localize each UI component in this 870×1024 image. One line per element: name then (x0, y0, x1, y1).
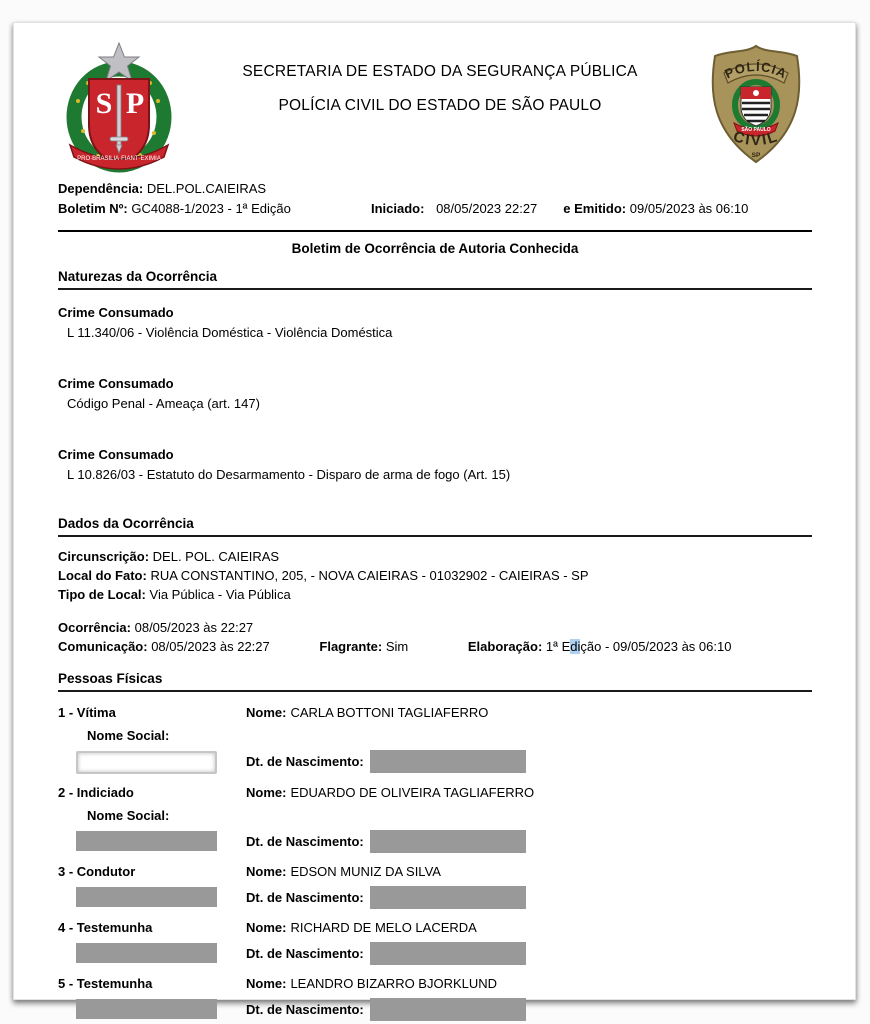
person-name-row (246, 703, 812, 723)
document-header (58, 41, 812, 175)
section-naturezas (58, 269, 812, 485)
person-name-row (246, 918, 812, 938)
person-left-column (58, 783, 246, 853)
person-right-column (246, 918, 812, 965)
person-right-column (246, 974, 812, 1021)
person-left-column (58, 918, 246, 965)
dt-nascimento-label: Dt. de Nascimento: (246, 945, 364, 961)
person-role: 2 - Indiciado (58, 785, 134, 800)
circunscricao-value: DEL. POL. CAIEIRAS (152, 549, 280, 564)
header-titles (180, 41, 700, 115)
person-left-column (58, 974, 246, 1021)
nome-social-label: Nome Social: (87, 728, 170, 743)
person-name: EDSON MUNIZ DA SILVA (290, 864, 441, 879)
crime-description: Código Penal - Ameaça (art. 147) (67, 396, 260, 411)
person-role: 4 - Testemunha (58, 920, 153, 935)
redaction-box (76, 887, 217, 907)
crime-item (58, 445, 812, 485)
redaction-box (76, 999, 217, 1019)
person-entry (58, 974, 812, 1021)
crime-item (58, 374, 812, 414)
dependencia-row (58, 179, 812, 199)
local-row (58, 566, 812, 585)
emitido-label: e Emitido: (563, 201, 627, 216)
boletim-row (58, 199, 812, 219)
dados-title: Dados da Ocorrência (58, 516, 812, 537)
dt-nascimento-label: Dt. de Nascimento: (246, 1001, 364, 1017)
person-left-column (58, 703, 246, 774)
ocorrencia-label: Ocorrência: (58, 620, 131, 635)
birthdate-row (246, 749, 812, 773)
tipo-row (58, 585, 812, 604)
nome-label: Nome: (246, 864, 287, 879)
person-entry (58, 783, 812, 853)
ocorrencia-value: 08/05/2023 às 22:27 (134, 620, 254, 635)
crime-type: Crime Consumado (58, 376, 174, 391)
person-name: EDUARDO DE OLIVEIRA TAGLIAFERRO (290, 785, 535, 800)
person-left-column (58, 862, 246, 909)
crime-description: L 10.826/03 - Estatuto do Desarmamento - Disparo de arma de fogo (Art. 15) (67, 467, 511, 482)
elaboracao-group (468, 639, 732, 654)
dt-nascimento-label: Dt. de Nascimento: (246, 889, 364, 905)
boletim-value: GC4088-1/2023 - 1ª Edição (131, 201, 291, 216)
redaction-box (76, 831, 217, 851)
pessoas-list (58, 703, 812, 1021)
document-title: Boletim de Ocorrência de Autoria Conhecida (291, 241, 579, 256)
comunicacao-value: 08/05/2023 às 22:27 (151, 639, 270, 654)
nome-label: Nome: (246, 976, 287, 991)
redaction-box (76, 751, 217, 774)
flagrante-label: Flagrante: (319, 639, 383, 654)
section-pessoas (58, 671, 812, 1021)
emitido-value: 09/05/2023 às 06:10 (629, 201, 749, 216)
nome-label: Nome: (246, 920, 287, 935)
dependencia-label: Dependência: (58, 181, 144, 196)
birthdate-row (246, 829, 812, 853)
elaboracao-label: Elaboração: (467, 639, 543, 654)
text-selection-highlight: di (570, 639, 581, 654)
tipo-label: Tipo de Local: (58, 587, 146, 602)
spacer (246, 723, 812, 746)
svg-text:CIVIL: CIVIL (731, 128, 781, 150)
redaction-box (370, 750, 526, 773)
flagrante-value: Sim (385, 639, 409, 654)
birthdate-row (246, 885, 812, 909)
badge-center-text: SÃO PAULO (741, 127, 771, 133)
person-name: CARLA BOTTONI TAGLIAFERRO (290, 705, 489, 720)
person-name: LEANDRO BIZARRO BJORKLUND (290, 976, 498, 991)
redaction-box (370, 998, 526, 1021)
person-entry (58, 703, 812, 774)
naturezas-title: Naturezas da Ocorrência (58, 269, 812, 290)
person-name-row (246, 862, 812, 882)
person-name-row (246, 974, 812, 994)
local-label: Local do Fato: (58, 568, 147, 583)
person-right-column (246, 862, 812, 909)
redaction-box (370, 886, 526, 909)
crime-item (58, 303, 812, 343)
svg-text:P: P (125, 87, 145, 120)
person-entry (58, 918, 812, 965)
birthdate-row (246, 941, 812, 965)
org-title-line1: SECRETARIA DE ESTADO DA SEGURANÇA PÚBLICA (242, 63, 638, 80)
person-name-row (246, 783, 812, 803)
svg-text:POLÍCIA: POLÍCIA (722, 58, 790, 82)
document-page (13, 22, 856, 1017)
badge-sp-text: SP (751, 152, 761, 159)
dt-nascimento-label: Dt. de Nascimento: (246, 753, 364, 769)
crime-description: L 11.340/06 - Violência Doméstica - Violência Doméstica (67, 325, 393, 340)
motto-text: PRO·BRASILIA·FIANT·EXIMIA (77, 156, 161, 162)
section-dados (58, 516, 812, 656)
circunscricao-label: Circunscrição: (58, 549, 150, 564)
person-role: 1 - Vítima (58, 705, 116, 720)
iniciado-value: 08/05/2023 22:27 (436, 201, 538, 216)
redaction-box (370, 942, 526, 965)
svg-text:S: S (95, 87, 113, 120)
birthdate-row (246, 997, 812, 1021)
org-title-line2: POLÍCIA CIVIL DO ESTADO DE SÃO PAULO (278, 97, 602, 114)
comunicacao-label: Comunicação: (58, 639, 148, 654)
person-right-column (246, 783, 812, 853)
tipo-value: Via Pública - Via Pública (149, 587, 291, 602)
elaboracao-value: 1ª Edição - 09/05/2023 às 06:10 (545, 639, 732, 654)
crime-type: Crime Consumado (58, 305, 174, 320)
redaction-box (76, 943, 217, 963)
person-name: RICHARD DE MELO LACERDA (290, 920, 477, 935)
dependencia-value: DEL.POL.CAIEIRAS (146, 181, 267, 196)
pessoas-title: Pessoas Físicas (58, 671, 812, 692)
person-right-column (246, 703, 812, 774)
nome-label: Nome: (246, 705, 287, 720)
redaction-box (370, 830, 526, 853)
nome-social-label: Nome Social: (87, 808, 170, 823)
ocorrencia-row (58, 618, 812, 637)
spacer (246, 803, 812, 826)
person-entry (58, 862, 812, 909)
iniciado-label: Iniciado: (371, 201, 425, 216)
person-role: 5 - Testemunha (58, 976, 153, 991)
dt-nascimento-label: Dt. de Nascimento: (246, 833, 364, 849)
local-value: RUA CONSTANTINO, 205, - NOVA CAIEIRAS - 01032902 - CAIEIRAS - SP (150, 568, 589, 583)
crime-type: Crime Consumado (58, 447, 174, 462)
circunscricao-row (58, 547, 812, 566)
sao-paulo-coat-of-arms-icon (58, 41, 180, 173)
naturezas-list (58, 303, 812, 485)
policia-civil-badge-icon (700, 43, 812, 165)
person-role: 3 - Condutor (58, 864, 136, 879)
meta-block (58, 179, 812, 219)
nome-label: Nome: (246, 785, 287, 800)
header-divider (58, 230, 812, 232)
boletim-label: Boletim Nº: (58, 201, 128, 216)
comunicacao-row (58, 637, 812, 656)
dados-body (58, 547, 812, 656)
